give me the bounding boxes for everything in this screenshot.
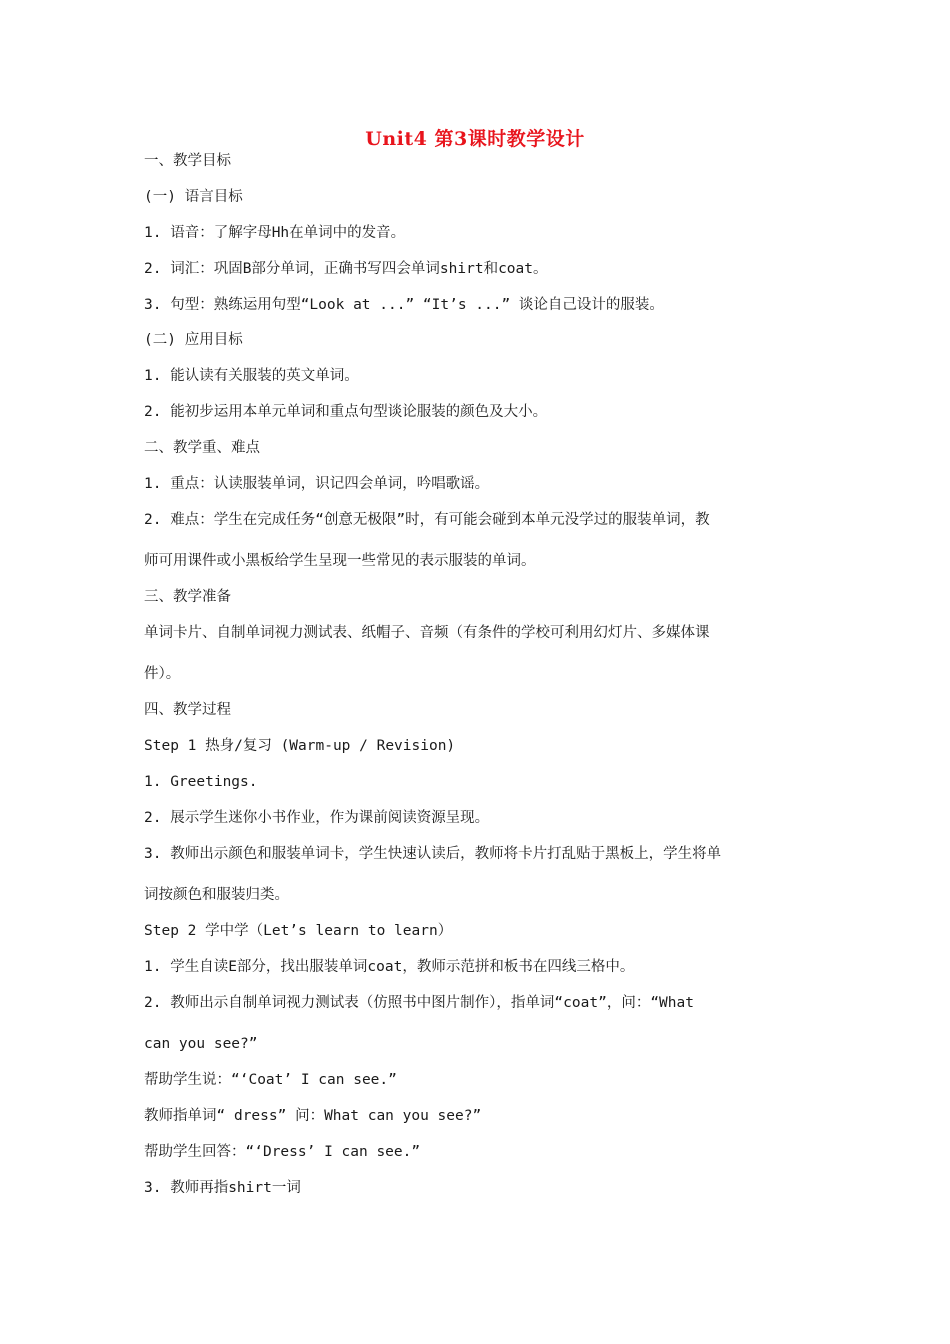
step-1-item-2: 2. 展示学生迷你小书作业，作为课前阅读资源呈现。 xyxy=(144,810,490,826)
section-heading-objectives: 一、教学目标 xyxy=(144,153,231,169)
section-heading-process: 四、教学过程 xyxy=(144,702,231,718)
application-goal-2: 2. 能初步运用本单元单词和重点句型谈论服装的颜色及大小。 xyxy=(144,404,548,420)
section-heading-preparation: 三、教学准备 xyxy=(144,589,231,605)
step-1-item-1: 1. Greetings. xyxy=(144,774,258,790)
subsection-application-goals: (二) 应用目标 xyxy=(144,332,243,348)
step-2-item-3: 3. 教师再指shirt一词 xyxy=(144,1180,301,1196)
dialogue-line-1: 帮助学生说：“‘Coat’ I can see.” xyxy=(144,1072,397,1088)
difficulty-point: 2. 难点：学生在完成任务“创意无极限”时，有可能会碰到本单元没学过的服装单词，教 xyxy=(144,512,710,528)
difficulty-point-continued: 师可用课件或小黑板给学生呈现一些常见的表示服装的单词。 xyxy=(144,553,536,569)
section-heading-key-points: 二、教学重、难点 xyxy=(144,440,260,456)
key-point: 1. 重点：认读服装单词，识记四会单词，吟唱歌谣。 xyxy=(144,476,490,492)
dialogue-line-2: 教师指单词“ dress” 问：What can you see?” xyxy=(144,1108,482,1124)
step-2-heading: Step 2 学中学（Let’s learn to learn） xyxy=(144,923,453,939)
dialogue-line-3: 帮助学生回答：“‘Dress’ I can see.” xyxy=(144,1144,421,1160)
step-1-item-3: 3. 教师出示颜色和服装单词卡，学生快速认读后，教师将卡片打乱贴于黑板上，学生将单 xyxy=(144,846,722,862)
step-2-item-1: 1. 学生自读E部分，找出服装单词coat，教师示范拼和板书在四线三格中。 xyxy=(144,959,635,975)
step-1-item-3-continued: 词按颜色和服装归类。 xyxy=(144,887,289,903)
step-2-item-2: 2. 教师出示自制单词视力测试表（仿照书中图片制作），指单词“coat”，问：“What xyxy=(144,995,694,1011)
goal-vocabulary: 2. 词汇：巩固B部分单词，正确书写四会单词shirt和coat。 xyxy=(144,261,548,277)
preparation-text-continued: 件）。 xyxy=(144,666,181,682)
goal-pronunciation: 1. 语音：了解字母Hh在单词中的发音。 xyxy=(144,225,406,241)
document-title: Unit4 第3课时教学设计 xyxy=(365,128,585,150)
goal-sentence: 3. 句型：熟练运用句型“Look at ...” “It’s ...” 谈论自己设计的服装。 xyxy=(144,297,664,313)
step-1-heading: Step 1 热身/复习 (Warm-up / Revision) xyxy=(144,738,456,754)
preparation-text: 单词卡片、自制单词视力测试表、纸帽子、音频（有条件的学校可利用幻灯片、多媒体课 xyxy=(144,625,710,641)
step-2-item-2-continued: can you see?” xyxy=(144,1036,258,1052)
application-goal-1: 1. 能认读有关服装的英文单词。 xyxy=(144,368,359,384)
subsection-language-goals: (一) 语言目标 xyxy=(144,189,243,205)
